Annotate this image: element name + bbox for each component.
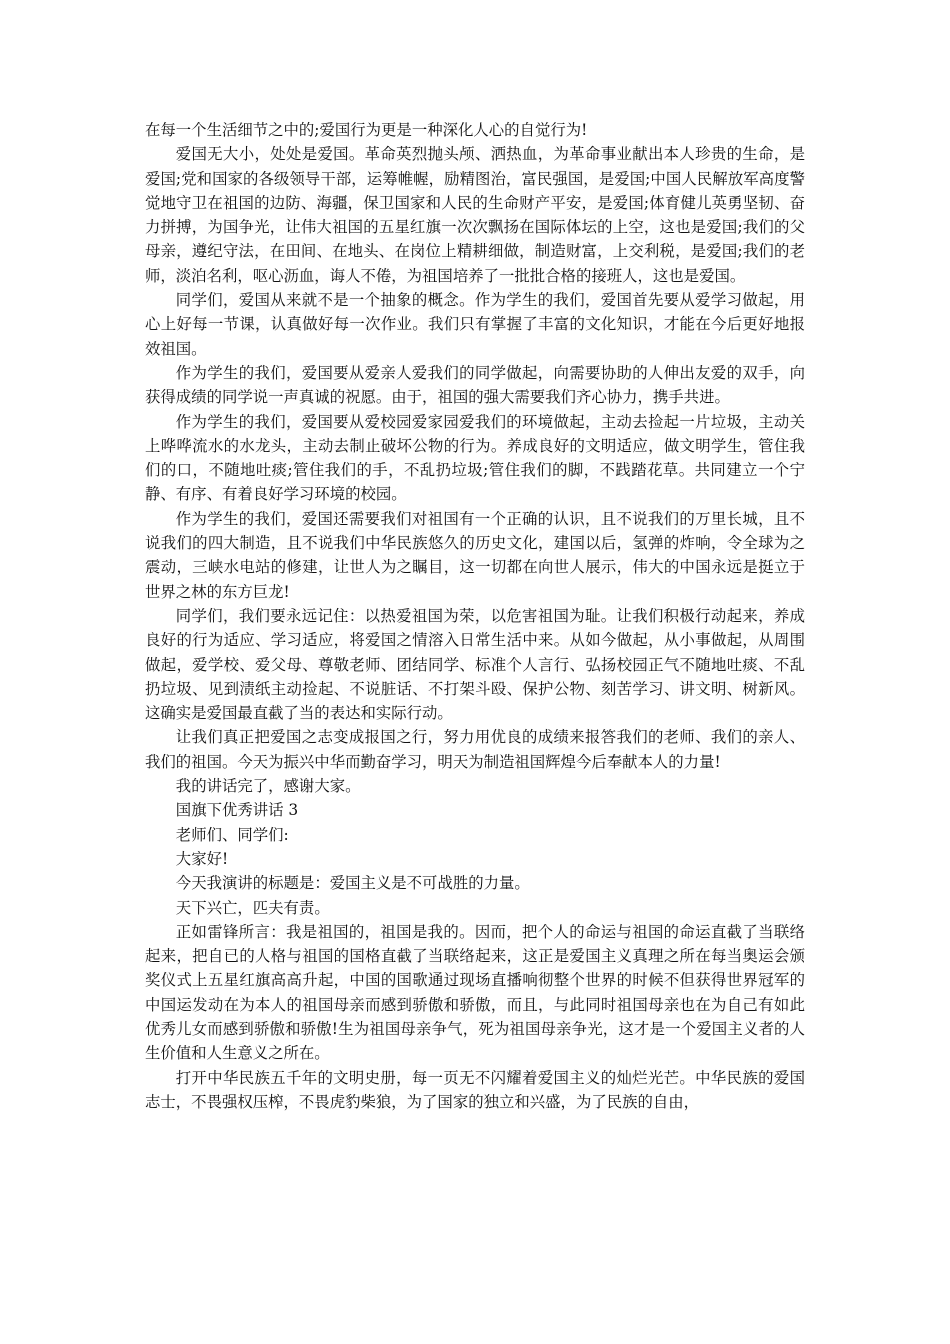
paragraph-8: 让我们真正把爱国之志变成报国之行，努力用优良的成绩来报答我们的老师、我们的亲人、我们的祖国。今天为振兴中华而勤奋学习，明天为制造祖国辉煌今后奉献本人的力量! (145, 728, 805, 771)
section-heading: 国旗下优秀讲话 3 (175, 801, 299, 820)
paragraph-16: 打开中华民族五千年的文明史册，每一页无不闪耀着爱国主义的灿烂光芒。中华民族的爱国志士，不畏强权压榨，不畏虎豹柴狼，为了国家的独立和兴盛，为了民族的自由， (145, 1068, 805, 1111)
speech-title-line: 今天我演讲的标题是：爱国主义是不可战胜的力量。 (175, 874, 530, 893)
closing-line: 我的讲话完了，感谢大家。 (175, 777, 361, 796)
paragraph-15: 正如雷锋所言：我是祖国的，祖国是我的。因而，把个人的命运与祖国的命运直截了当联络起来，把自已的人格与祖国的国格直截了当联络起来，这正是爱国主义真理之所在每当奥运会颁奖仪式上五星红旗高高升起，中国的国歌通过现场直播响彻整个世界的时候不但获得世界冠军的中国运发动在为本人的祖国母亲而感到骄傲和骄傲，而且，与此同时祖国母亲也在为自己有如此优秀儿女而感到骄傲和骄傲!生为祖国母亲争气，死为祖国母亲争光，这才是一个爱国主义者的人生价值和人生意义之所在。 (145, 922, 805, 1063)
paragraph-3: 同学们，爱国从来就不是一个抽象的概念。作为学生的我们，爱国首先要从爱学习做起，用心上好每一节课，认真做好每一次作业。我们只有掌握了丰富的文化知识，才能在今后更好地报效祖国。 (145, 291, 805, 358)
paragraph-6: 作为学生的我们，爱国还需要我们对祖国有一个正确的认识，且不说我们的万里长城，且不说我们的四大制造，且不说我们中华民族悠久的历史文化，建国以后，氢弹的炸响，令全球为之震动，三峡水电站的修建，让世人为之瞩目，这一切都在向世人展示，伟大的中国永远是挺立于世界之林的东方巨龙! (145, 509, 805, 601)
paragraph-2: 爱国无大小，处处是爱国。革命英烈抛头颅、洒热血，为革命事业献出本人珍贵的生命，是爱国;党和国家的各级领导干部，运筹帷幄，励精图治，富民强国，是爱国;中国人民解放军高度警觉地守卫在祖国的边防、海疆，保卫国家和人民的生命财产平安，是爱国;体育健儿英勇坚韧、奋力拼搏，为国争光，让伟大祖国的五星红旗一次次飘扬在国际体坛的上空，这也是爱国;我们的父母亲，遵纪守法，在田间、在地头、在岗位上精耕细做，制造财富，上交利税，是爱国;我们的老师，淡泊名利，呕心沥血，诲人不倦，为祖国培养了一批批合格的接班人，这也是爱国。 (145, 145, 805, 285)
paragraph-4: 作为学生的我们，爱国要从爱亲人爱我们的同学做起，向需要协助的人伸出友爱的双手，向获得成绩的同学说一声真诚的祝愿。由于，祖国的强大需要我们齐心协力，携手共进。 (145, 363, 805, 407)
greeting: 大家好! (175, 849, 229, 868)
quote-line: 天下兴亡，匹夫有责。 (175, 898, 330, 917)
document-page (145, 118, 805, 1114)
paragraph-5: 作为学生的我们，爱国要从爱校园爱家园爱我们的环境做起，主动去捡起一片垃圾，主动关上哗哗流水的水龙头，主动去制止破坏公物的行为。养成良好的文明适应，做文明学生，管住我们的口，不随地吐痰;管住我们的手，不乱扔垃圾;管住我们的脚，不践踏花草。共同建立一个宁静、有序、有着良好学习环境的校园。 (145, 412, 805, 504)
salutation: 老师们、同学们: (175, 825, 289, 844)
paragraph-7: 同学们，我们要永远记住：以热爱祖国为荣，以危害祖国为耻。让我们积极行动起来，养成良好的行为适应、学习适应，将爱国之情溶入日常生活中来。从如今做起，从小事做起，从周围做起，爱学校、爱父母、尊敬老师、团结同学、标准个人言行、弘扬校园正气不随地吐痰、不乱扔垃圾、见到渍纸主动捡起、不说脏话、不打架斗殴、保护公物、刻苦学习、讲文明、树新风。这确实是爱国最直截了当的表达和实际行动。 (145, 606, 805, 723)
paragraph-1: 在每一个生活细节之中的;爱国行为更是一种深化人心的自觉行为! (145, 121, 588, 139)
